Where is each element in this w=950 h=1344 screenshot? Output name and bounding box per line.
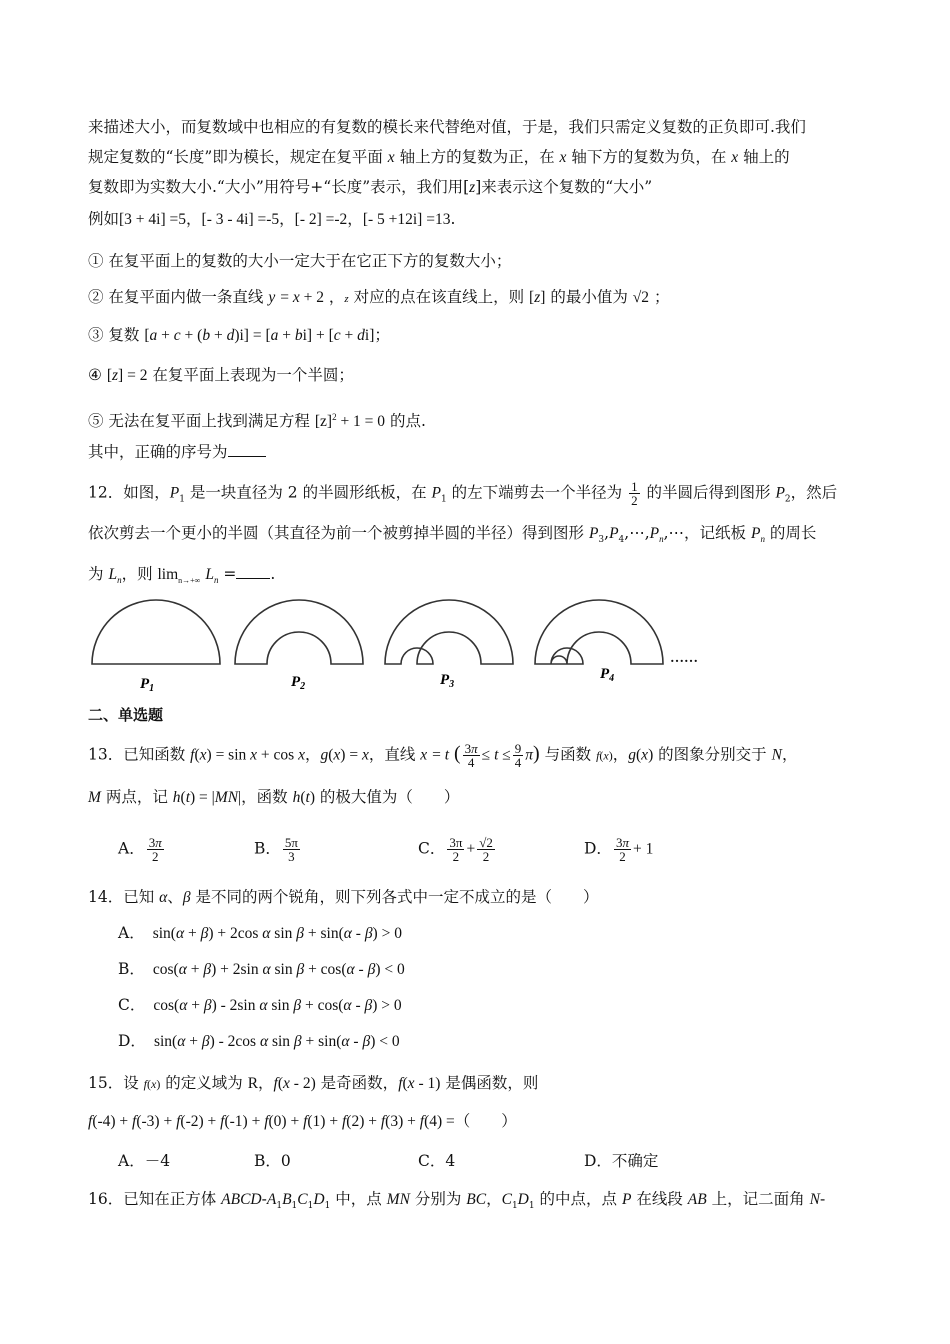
- q14-option-c[interactable]: C． cos(α + β) - 2sin α sin β + cos(α - β) > 0: [118, 996, 402, 1014]
- q13-option-b[interactable]: B． $\frac{5\pi}{3}$: [254, 835, 298, 864]
- q12-line-2: 依次剪去一个更小的半圆（其直径为前一个被剪掉半圆的半径）得到图形 $P_3,P_4,\cdots,P_n,\cdots$，记纸板 $P_n$ 的周长: [88, 524, 817, 546]
- q13-line-1: 13．已知函数 f(x) = sin x + cos x，g(x) = x，直线 x = t ( $\frac{3\pi}{4}$ ≤ t ≤ $\frac{9}{4}$ π) 与函数 f(x)，g(x) 的图象分别交于 N，: [88, 741, 798, 770]
- shape-p1: [92, 600, 220, 664]
- q15-option-b[interactable]: B．0: [254, 1152, 291, 1170]
- figure-label-p1: $P_1$: [140, 676, 155, 692]
- q14-stem: 14．已知 α、β 是不同的两个锐角，则下列各式中一定不成立的是（ ）: [88, 888, 599, 906]
- q12-line-3: 为 $L_n$，则 $\lim_{n\to+\infty} L_n$ = .: [88, 562, 275, 592]
- figure-label-p3: $P_3$: [440, 672, 455, 690]
- section-heading: 二、单选题: [88, 706, 164, 724]
- statement-1: ① 在复平面上的复数的大小一定大于在它正下方的复数大小；: [88, 252, 512, 270]
- figure-ellipsis: ……: [670, 651, 698, 666]
- q15-option-d[interactable]: D．不确定: [584, 1152, 659, 1170]
- intro-line-2: 规定复数的“长度”即为模长，规定在复平面 x 轴上方的复数为正，在 x 轴下方的复数为负，在 x 轴上的: [88, 148, 790, 166]
- answer-prompt: 其中，正确的序号为: [88, 440, 266, 463]
- figure-label-p2: $P_2$: [291, 674, 306, 692]
- intro-line-4: 例如[3 + 4i] =5，[- 3 - 4i] =-5，[- 2] =-2，[- 5 +12i] =13.: [88, 210, 456, 228]
- q16-line-1: 16．已知在正方体 ABCD-$A_1B_1C_1D_1$ 中，点 MN 分别为 BC，$C_1D_1$ 的中点，点 P 在线段 AB 上，记二面角 N-: [88, 1190, 826, 1212]
- figure-label-p4: $P_4$: [600, 666, 615, 684]
- q13-option-d[interactable]: D． $\frac{3\pi}{2}$ + 1: [584, 835, 654, 864]
- statement-4: ④ [z] = 2 在复平面上表现为一个半圆；: [88, 366, 354, 384]
- statement-2: ② 在复平面内做一条直线 y = x + 2 ，z 对应的点在该直线上，则 [z] 的最小值为 √2 ；: [88, 288, 670, 306]
- semicircle-figure: [88, 596, 708, 692]
- intro-line-3: 复数即为实数大小.“大小”用符号+“长度”表示，我们用[z]来表示这个复数的“大小”: [88, 178, 653, 196]
- statement-3: ③ 复数 [a + c + (b + d)i] = [a + bi] + [c + di]；: [88, 326, 390, 344]
- q12-blank[interactable]: [236, 562, 270, 579]
- q14-option-d[interactable]: D． sin(α + β) - 2cos α sin β + sin(α - β) < 0: [118, 1032, 400, 1050]
- q13-option-a[interactable]: A． $\frac{3\pi}{2}$: [118, 835, 162, 864]
- shape-p3: [385, 600, 513, 664]
- q13-option-c[interactable]: C． $\frac{3\pi}{2}$ + $\frac{√2}{2}$: [418, 835, 493, 864]
- q12-line-1: 12．如图，$P_1$ 是一块直径为 2 的半圆形纸板，在 $P_1$ 的左下端剪去一个半径为 $\frac{1}{2}$ 的半圆后得到图形 $P_2$，然后: [88, 479, 838, 508]
- q13-line-2: M 两点，记 h(t) = |MN|，函数 h(t) 的极大值为（ ）: [88, 788, 460, 806]
- statement-5: ⑤ 无法在复平面上找到满足方程 $[z]^2 + 1 = 0$ 的点.: [88, 412, 426, 431]
- shape-p2: [235, 600, 363, 664]
- q15-line-1: 15．设 f(x) 的定义域为 R，f(x - 2) 是奇函数，f(x - 1) 是偶函数，则: [88, 1074, 539, 1092]
- q14-option-b[interactable]: B． cos(α + β) + 2sin α sin β + cos(α - β) < 0: [118, 960, 405, 978]
- intro-line-1: 来描述大小，而复数域中也相应的有复数的模长来代替绝对值，于是，我们只需定义复数的正负即可.我们: [88, 118, 806, 136]
- q14-option-a[interactable]: A． sin(α + β) + 2cos α sin β + sin(α - β) > 0: [118, 924, 402, 942]
- q15-line-2: f(-4) + f(-3) + f(-2) + f(-1) + f(0) + f(1) + f(2) + f(3) + f(4) =（ ）: [88, 1112, 517, 1130]
- answer-blank[interactable]: [228, 440, 266, 457]
- q15-option-a[interactable]: A．－4: [118, 1152, 171, 1170]
- shape-p4: [535, 600, 663, 664]
- q15-option-c[interactable]: C．4: [418, 1152, 456, 1170]
